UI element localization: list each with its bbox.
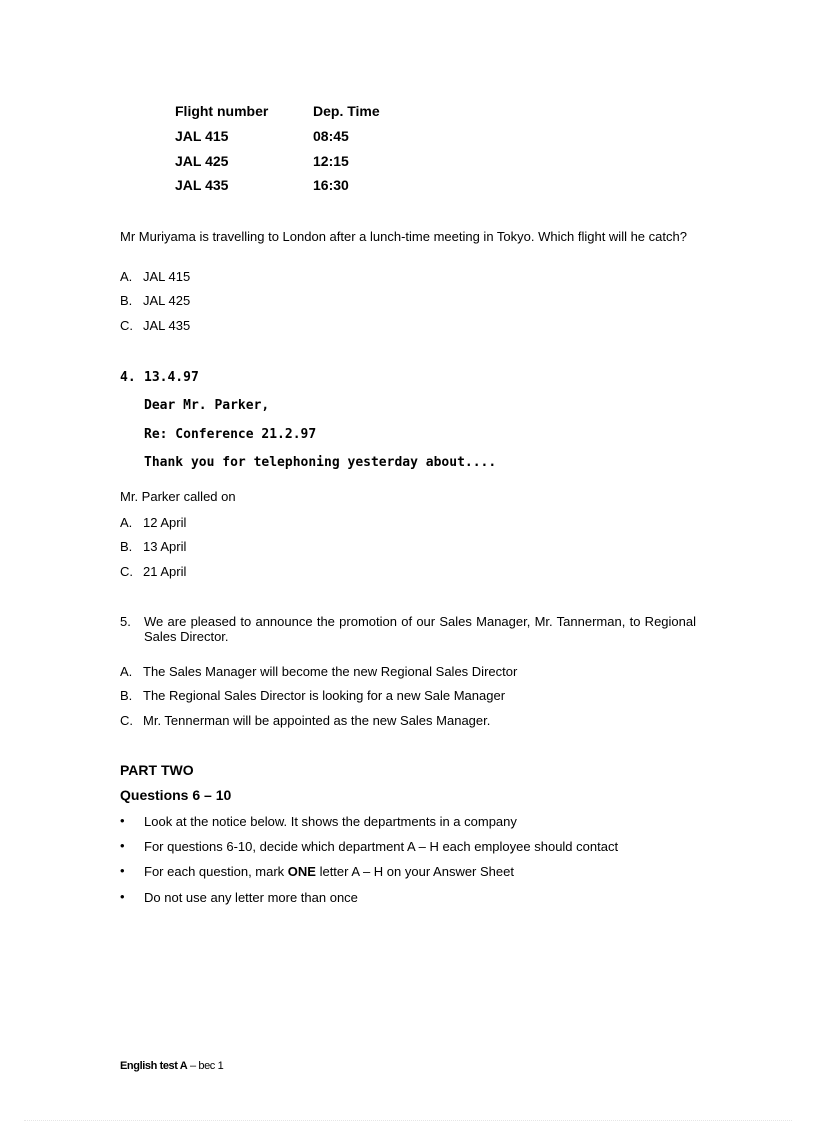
option-text: JAL 435 [143,318,191,333]
bullet-text-post: letter A – H on your Answer Sheet [315,864,514,879]
option-letter: A. [120,515,133,530]
option-text: The Sales Manager will become the new Regional Sales Director [143,664,518,679]
option-text: 12 April [143,515,187,530]
table-cell-flight: JAL 425 [175,153,229,169]
option-text: 13 April [143,539,187,554]
option-letter: B. [120,688,133,703]
page-bottom-rule [24,1120,792,1121]
option-letter: C. [120,318,133,333]
q4-question: Mr. Parker called on [120,489,236,504]
option-text: Mr. Tennerman will be appointed as the new Sales Manager. [143,713,491,728]
option-text: JAL 415 [143,269,191,284]
q4-number: 4. [120,370,136,385]
option-text: The Regional Sales Director is looking for a new Sale Manager [143,688,506,703]
bullet-text-bold: ONE [287,864,316,879]
table-header-flight-number: Flight number [175,103,269,119]
q5-statement: We are pleased to announce the promotion of our Sales Manager, Mr. Tannerman, to Regional Sales Director. [144,614,696,644]
bullet-item: Do not use any letter more than once [144,890,358,905]
table-cell-time: 12:15 [313,153,349,169]
q4-date: 13.4.97 [144,370,199,385]
option-text: JAL 425 [143,293,191,308]
part-two-subtitle: Questions 6 – 10 [120,787,232,803]
table-cell-flight: JAL 415 [175,128,229,144]
q4-greeting: Dear Mr. Parker, [144,398,270,413]
page-footer [120,1060,223,1072]
table-header-dep-time: Dep. Time [313,103,380,119]
q5-number: 5. [120,614,131,629]
option-letter: A. [120,269,133,284]
part-two-title: PART TWO [120,762,194,778]
bullet-item [144,864,514,879]
bullet-item: Look at the notice below. It shows the departments in a company [144,814,517,829]
table-cell-flight: JAL 435 [175,177,229,193]
bullet-dot: • [120,813,125,828]
q4-re-line: Re: Conference 21.2.97 [144,427,317,442]
table-cell-time: 16:30 [313,177,349,193]
bullet-dot: • [120,863,125,878]
bullet-text-pre: For each question, mark [144,864,288,879]
option-letter: A. [120,664,133,679]
footer-rest: – bec 1 [187,1060,224,1072]
bullet-dot: • [120,838,125,853]
option-letter: B. [120,293,133,308]
footer-bold: English test A [120,1060,188,1072]
q4-body: Thank you for telephoning yesterday about.... [144,455,497,470]
table-cell-time: 08:45 [313,128,349,144]
option-letter: C. [120,713,133,728]
q3-question: Mr Muriyama is travelling to London after a lunch-time meeting in Tokyo. Which flight will he catch? [120,229,687,244]
bullet-dot: • [120,889,125,904]
option-letter: C. [120,564,133,579]
option-text: 21 April [143,564,187,579]
bullet-item: For questions 6-10, decide which department A – H each employee should contact [144,839,619,854]
option-letter: B. [120,539,133,554]
